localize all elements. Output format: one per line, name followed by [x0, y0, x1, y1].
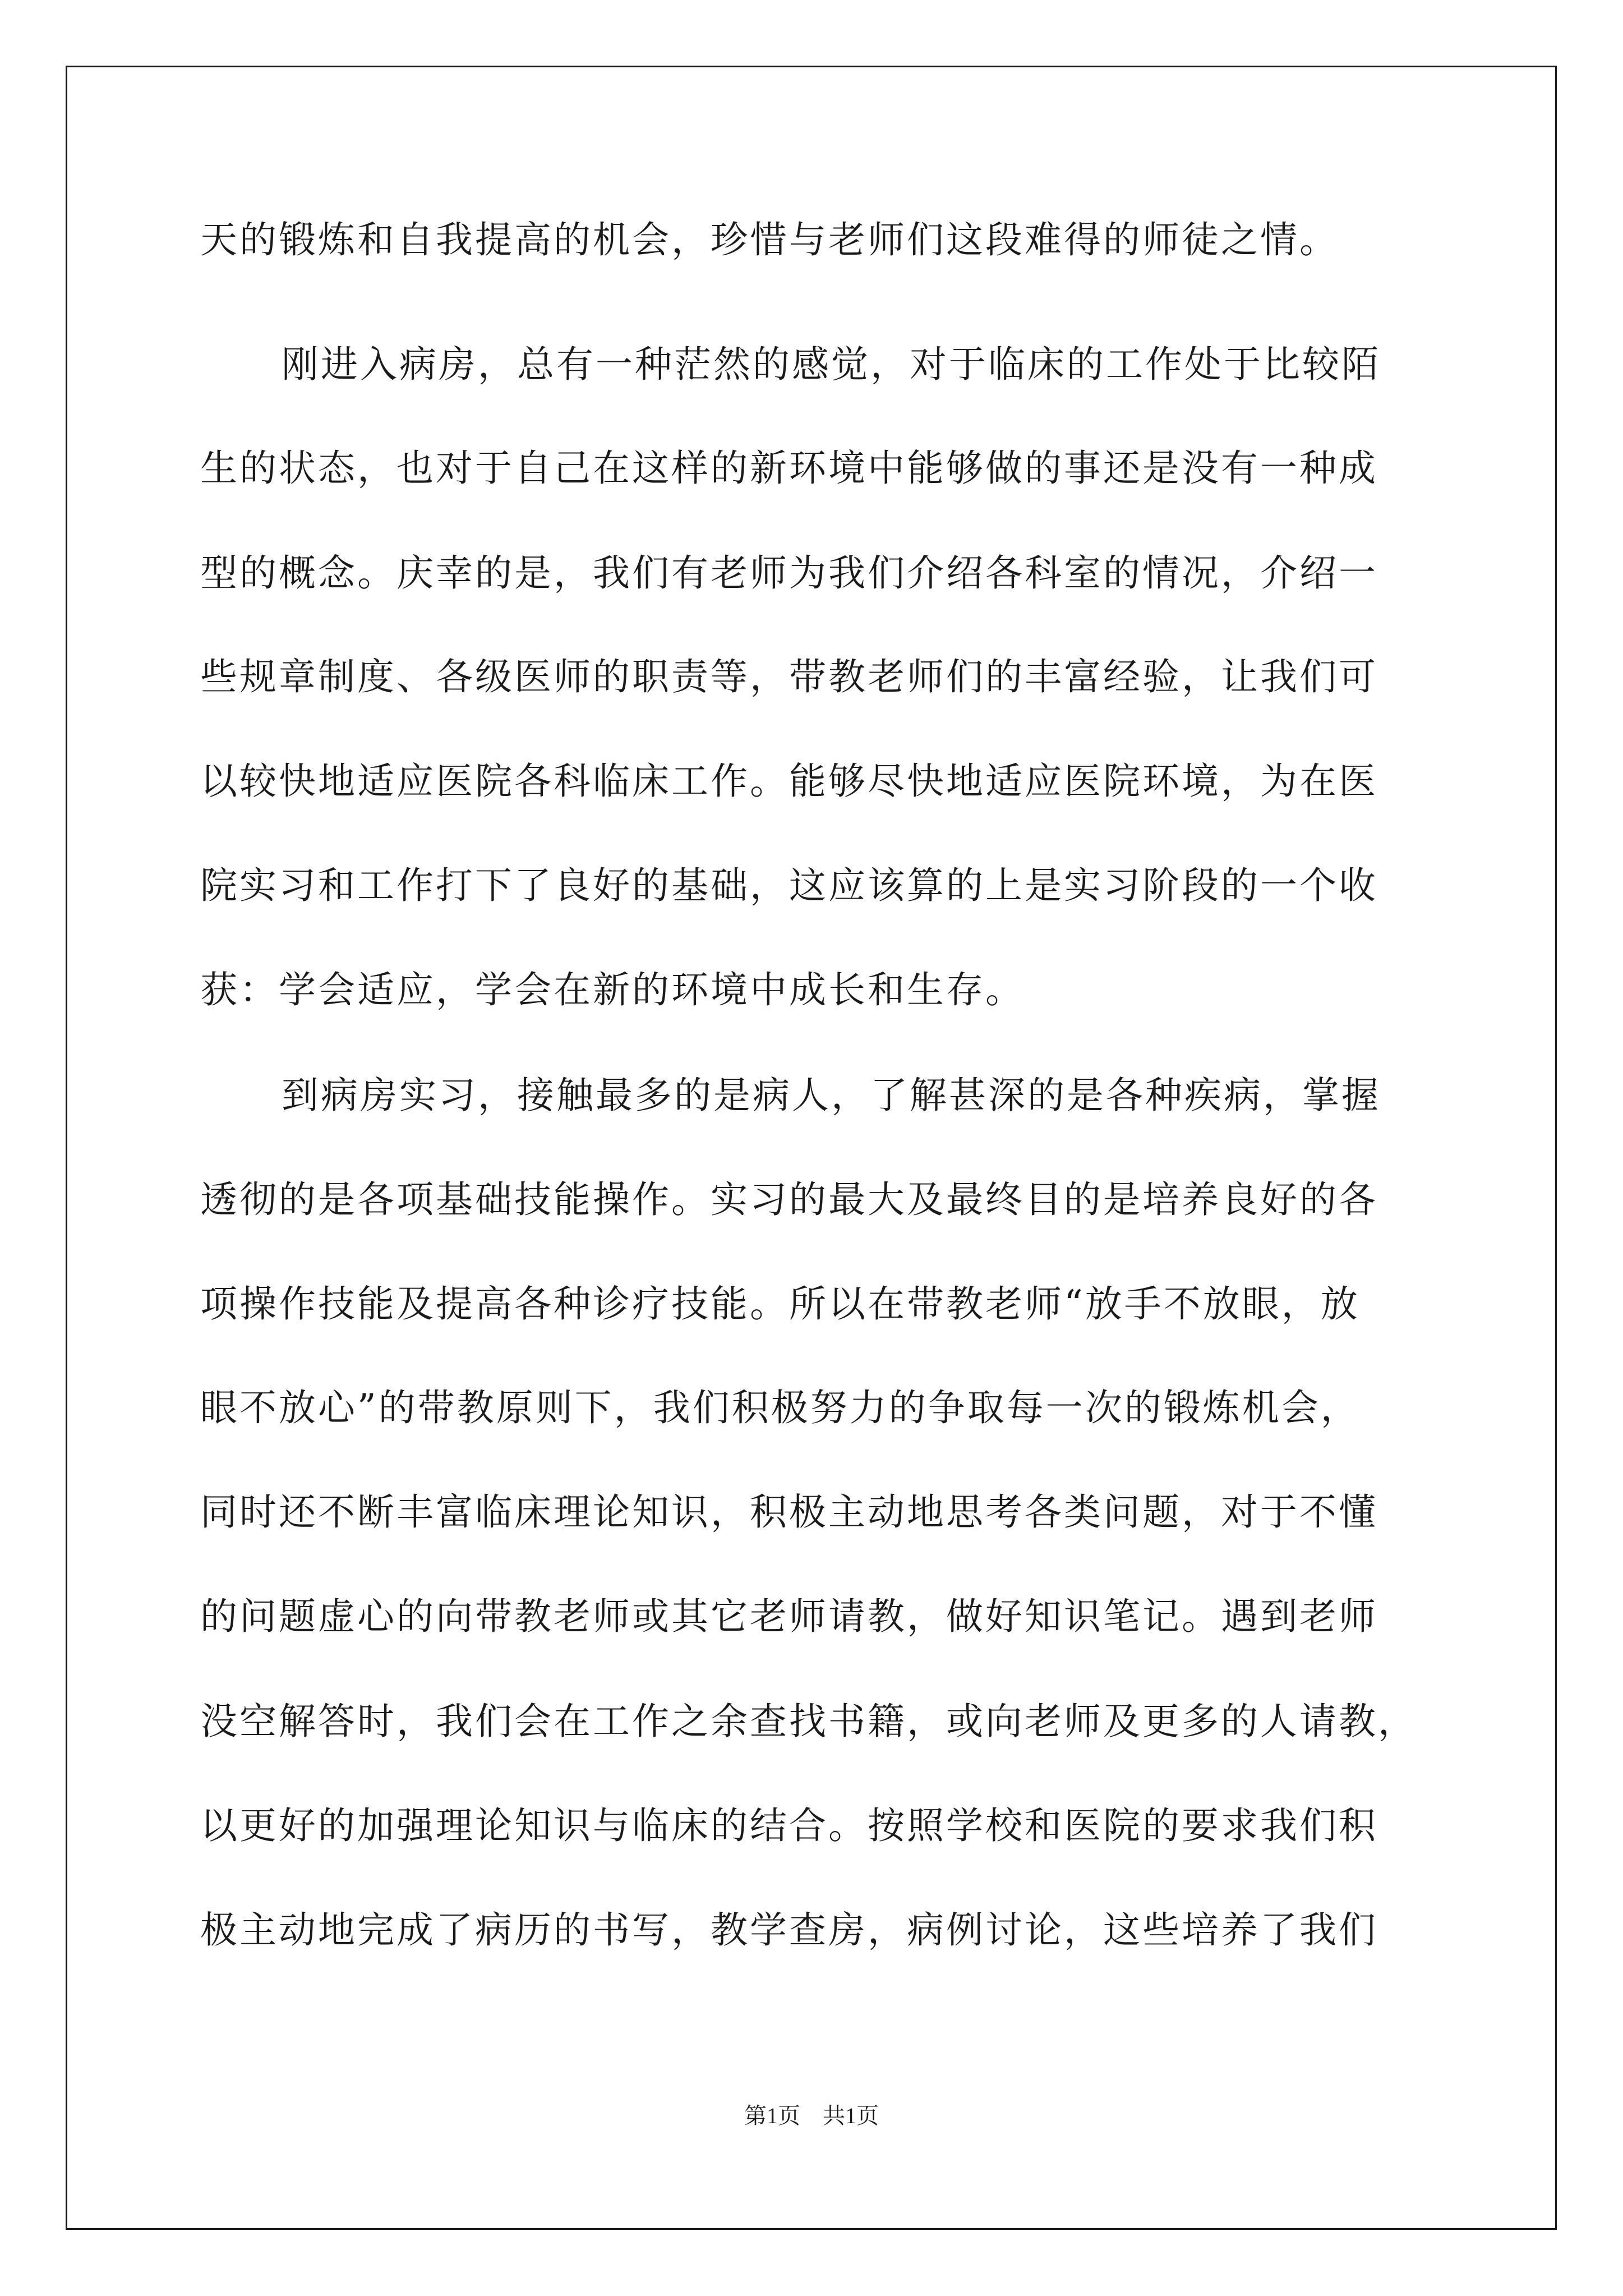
text-line-7: 院实习和工作打下了良好的基础，这应该算的上是实习阶段的一个收	[200, 864, 1378, 907]
text-line-1: 天的锻炼和自我提高的机会，珍惜与老师们这段难得的师徒之情。	[200, 218, 1339, 261]
text-line-13: 同时还不断丰富临床理论知识，积极主动地思考各类问题，对于不懂	[200, 1490, 1378, 1534]
text-line-16: 以更好的加强理论知识与临床的结合。按照学校和医院的要求我们积	[200, 1804, 1378, 1847]
text-line-15: 没空解答时，我们会在工作之余查找书籍，或向老师及更多的人请教，	[200, 1700, 1417, 1743]
text-line-11: 项操作技能及提高各种诊疗技能。所以在带教老师“放手不放眼，放	[200, 1282, 1360, 1326]
text-line-17: 极主动地完成了病历的书写，教学查房，病例讨论，这些培养了我们	[200, 1908, 1378, 1952]
text-line-5: 些规章制度、各级医师的职责等，带教老师们的丰富经验，让我们可	[200, 655, 1378, 698]
text-line-3: 生的状态，也对于自己在这样的新环境中能够做的事还是没有一种成	[200, 447, 1378, 490]
text-line-8: 获：学会适应，学会在新的环境中成长和生存。	[200, 968, 1025, 1011]
text-line-6: 以较快地适应医院各科临床工作。能够尽快地适应医院环境，为在医	[200, 760, 1378, 803]
text-line-2: 刚进入病房，总有一种茫然的感觉，对于临床的工作处于比较陌	[282, 343, 1381, 386]
text-line-4: 型的概念。庆幸的是，我们有老师为我们介绍各科室的情况，介绍一	[200, 551, 1378, 595]
text-line-9: 到病房实习，接触最多的是病人，了解甚深的是各种疾病，掌握	[282, 1074, 1381, 1117]
text-line-12: 眼不放心”的带教原则下，我们积极努力的争取每一次的锻炼机会，	[200, 1386, 1360, 1429]
text-line-14: 的问题虚心的向带教老师或其它老师请教，做好知识笔记。遇到老师	[200, 1595, 1378, 1638]
text-line-10: 透彻的是各项基础技能操作。实习的最大及最终目的是培养良好的各	[200, 1178, 1378, 1221]
page-footer: 第1页 共1页	[744, 2103, 879, 2128]
